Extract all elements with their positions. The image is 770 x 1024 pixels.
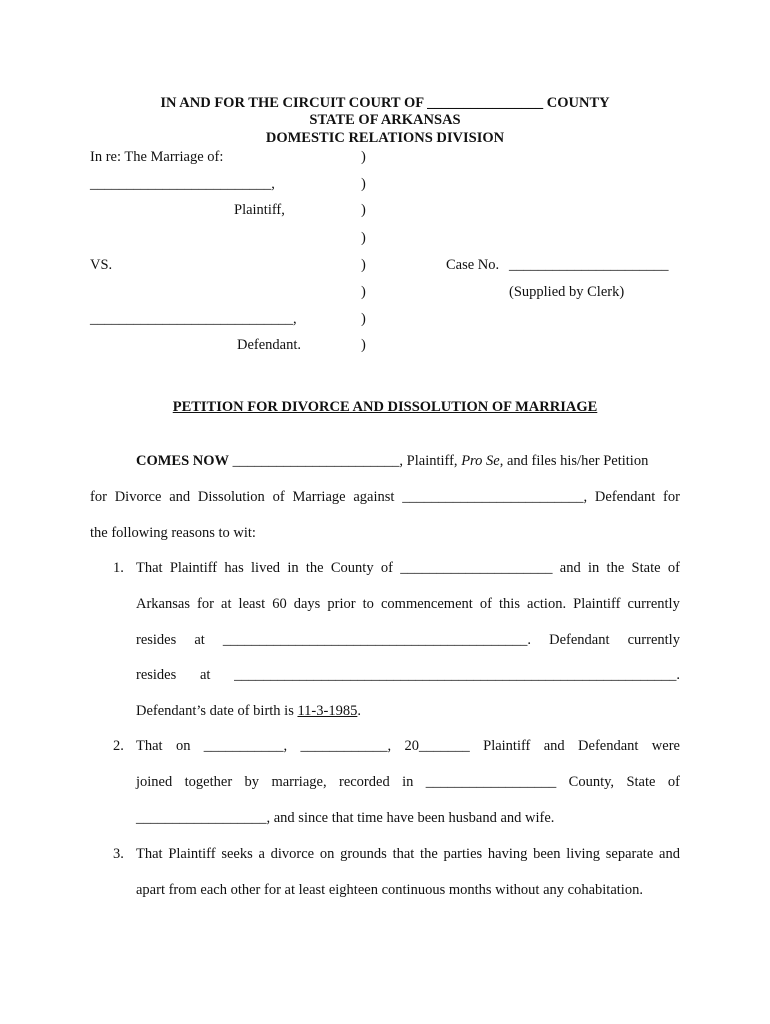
word: action. xyxy=(527,596,567,612)
word: Plaintiff xyxy=(169,560,218,576)
item-3-line-1 xyxy=(136,845,680,863)
word: Plaintiff xyxy=(483,738,531,754)
dob-suffix: . xyxy=(357,703,361,719)
word: Defendant xyxy=(578,738,639,754)
word: for xyxy=(90,489,107,505)
word: of xyxy=(479,596,492,612)
case-no-label: Case No. xyxy=(446,257,500,273)
word: separate xyxy=(605,846,654,862)
word: Plaintiff xyxy=(573,596,621,612)
word: grounds xyxy=(340,846,387,862)
plaintiff-name-field: _______________________ xyxy=(232,453,400,469)
word: ____________, xyxy=(300,738,392,754)
word: __________________ xyxy=(425,774,557,790)
defendant-dob: 11-3-1985 xyxy=(297,703,358,719)
word: commencement xyxy=(381,596,473,612)
plaintiff-name-blank: _________________________, xyxy=(90,176,275,192)
word: in xyxy=(587,560,600,576)
item-1-line-1 xyxy=(136,559,680,577)
word: and xyxy=(543,738,565,754)
word: 60 xyxy=(272,596,287,612)
word: County, xyxy=(568,774,615,790)
item-2-number: 2. xyxy=(113,738,124,754)
word: of xyxy=(667,774,680,790)
word: against xyxy=(353,489,395,505)
plaintiff-label: Plaintiff, xyxy=(234,202,285,218)
word: and xyxy=(169,489,191,505)
word: of xyxy=(380,560,393,576)
word: _________________________, xyxy=(402,489,588,505)
word: _____________________________________________________________. xyxy=(234,667,680,683)
word: currently xyxy=(627,596,680,612)
division-heading: DOMESTIC RELATIONS DIVISION xyxy=(265,130,505,146)
word: That xyxy=(136,846,163,862)
caption-paren: ) xyxy=(361,337,366,353)
word: _____________________ xyxy=(400,560,553,576)
petition-text: , and files his/her Petition xyxy=(499,453,649,469)
word: of xyxy=(272,489,285,505)
word: living xyxy=(566,846,601,862)
caption-paren: ) xyxy=(361,202,366,218)
word: and xyxy=(559,560,581,576)
word: having xyxy=(487,846,528,862)
word: at xyxy=(221,596,232,612)
word: that xyxy=(392,846,415,862)
dob-prefix: Defendant’s date of birth is xyxy=(136,703,298,719)
item-2-line-1 xyxy=(136,737,680,755)
caption-paren: ) xyxy=(361,257,366,273)
caption-paren: ) xyxy=(361,149,366,165)
intro-line-3: the following reasons to wit: xyxy=(90,525,256,541)
word: lived xyxy=(251,560,281,576)
court-heading: IN AND FOR THE CIRCUIT COURT OF ________________ COUNTY xyxy=(160,95,610,111)
intro-line-2 xyxy=(90,488,680,506)
word: seeks xyxy=(221,846,253,862)
word: That xyxy=(136,560,163,576)
case-no-blank: ______________________ xyxy=(509,257,669,273)
item-2-line-3: __________________, and since that time have been husband and wife. xyxy=(136,810,555,826)
word: this xyxy=(499,596,520,612)
word: by xyxy=(244,774,260,790)
word: 20_______ xyxy=(404,738,470,754)
word: Dissolution xyxy=(197,489,265,505)
word: Defendant xyxy=(549,632,610,648)
word: State xyxy=(626,774,656,790)
item-3-number: 3. xyxy=(113,846,124,862)
word: Arkansas xyxy=(136,596,190,612)
word: in xyxy=(402,774,414,790)
word: __________________________________________. xyxy=(222,632,532,648)
word: That xyxy=(136,738,163,754)
word: Marriage xyxy=(292,489,346,505)
word: ___________, xyxy=(203,738,288,754)
word: and xyxy=(659,846,680,862)
word: currently xyxy=(627,632,680,648)
defendant-name-blank: ____________________________, xyxy=(90,311,297,327)
comes-now-text: COMES NOW xyxy=(136,453,230,469)
plaintiff-text: , Plaintiff, xyxy=(399,453,458,469)
caption-paren: ) xyxy=(361,311,366,327)
intro-line-1 xyxy=(136,452,648,470)
item-2-line-2 xyxy=(136,773,680,791)
word: has xyxy=(224,560,244,576)
defendant-label: Defendant. xyxy=(237,337,302,353)
word: the xyxy=(420,846,438,862)
word: on xyxy=(175,738,191,754)
word: parties xyxy=(443,846,483,862)
word: prior xyxy=(327,596,356,612)
word: Defendant xyxy=(594,489,656,505)
caption-paren: ) xyxy=(361,284,366,300)
item-1-line-3 xyxy=(136,631,680,649)
word: of xyxy=(667,560,680,576)
word: joined xyxy=(136,774,173,790)
word: at xyxy=(199,667,211,683)
word: the xyxy=(305,560,324,576)
word: County xyxy=(330,560,374,576)
word: to xyxy=(362,596,374,612)
word: resides xyxy=(136,632,177,648)
word: for xyxy=(197,596,214,612)
petition-title: PETITION FOR DIVORCE AND DISSOLUTION OF MARRIAGE xyxy=(172,399,598,415)
item-1-line-2 xyxy=(136,595,680,613)
supplied-by-clerk: (Supplied by Clerk) xyxy=(509,284,625,300)
word: recorded xyxy=(338,774,390,790)
word: been xyxy=(533,846,561,862)
vs-label: VS. xyxy=(90,257,113,273)
caption-paren: ) xyxy=(361,230,366,246)
word: Plaintiff xyxy=(168,846,216,862)
word: in xyxy=(287,560,299,576)
word: at xyxy=(194,632,205,648)
word: Divorce xyxy=(114,489,162,505)
item-1-line-5 xyxy=(136,702,361,720)
item-3-line-2: apart from each other for at least eighteen continuous months without any cohabitation. xyxy=(136,882,643,898)
item-1-line-4 xyxy=(136,666,680,684)
in-re-label: In re: The Marriage of: xyxy=(90,149,224,165)
state-heading: STATE OF ARKANSAS xyxy=(309,112,461,128)
word: resides xyxy=(136,667,177,683)
word: were xyxy=(651,738,680,754)
word: least xyxy=(238,596,266,612)
word: divorce xyxy=(270,846,315,862)
item-1-number: 1. xyxy=(113,560,124,576)
caption-paren: ) xyxy=(361,176,366,192)
word: for xyxy=(663,489,680,505)
word: on xyxy=(319,846,335,862)
word: together xyxy=(184,774,233,790)
pro-se-text: Pro Se xyxy=(461,453,500,469)
word: the xyxy=(606,560,625,576)
word: days xyxy=(293,596,321,612)
word: a xyxy=(258,846,265,862)
word: marriage, xyxy=(271,774,327,790)
word: State xyxy=(631,560,661,576)
